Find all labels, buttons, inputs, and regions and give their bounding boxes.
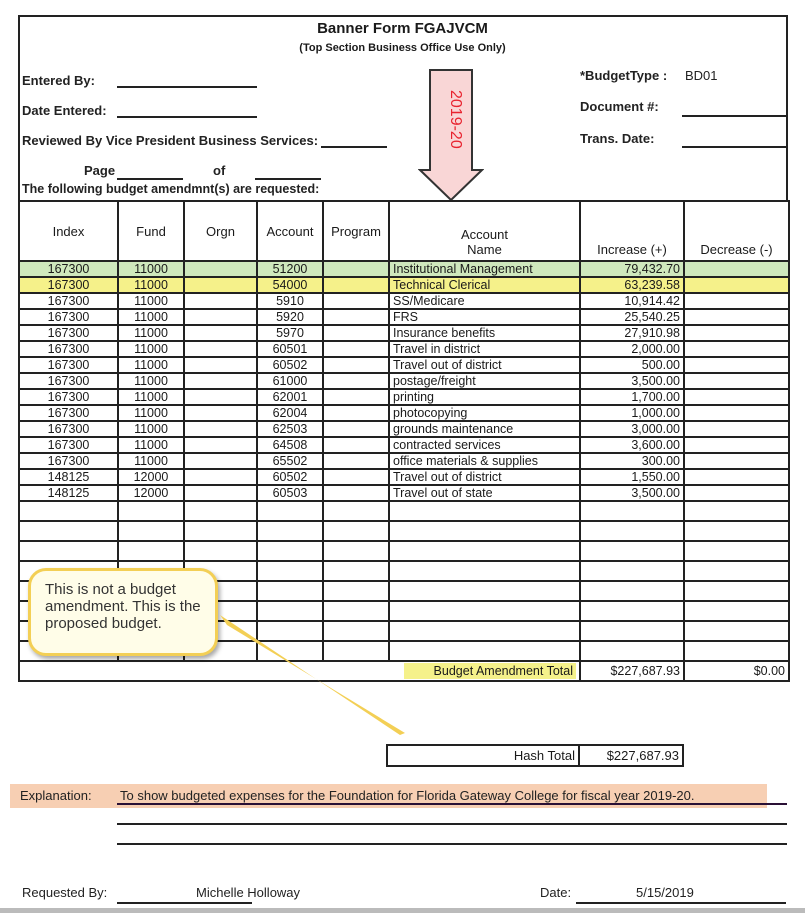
- cell-fund[interactable]: 11000: [118, 373, 184, 389]
- cell-orgn[interactable]: [184, 325, 257, 341]
- cell-name[interactable]: Insurance benefits: [389, 325, 580, 341]
- down-arrow-icon: [418, 68, 484, 202]
- header-increase: Increase (+): [580, 201, 684, 261]
- cell-orgn[interactable]: [184, 293, 257, 309]
- cell-decrease[interactable]: [684, 453, 789, 469]
- cell-increase[interactable]: 63,239.58: [580, 277, 684, 293]
- empty-cell-decrease[interactable]: [684, 561, 789, 581]
- requested-by-field[interactable]: [117, 902, 252, 904]
- budget-type-label: *BudgetType :: [580, 68, 668, 83]
- cell-program[interactable]: [323, 373, 389, 389]
- cell-index[interactable]: 167300: [19, 309, 118, 325]
- date-entered-field[interactable]: [117, 116, 257, 118]
- table-row: [19, 453, 789, 469]
- empty-cell-name[interactable]: [389, 601, 580, 621]
- cell-orgn[interactable]: [184, 277, 257, 293]
- cell-orgn[interactable]: [184, 261, 257, 277]
- table-row: [19, 357, 789, 373]
- cell-decrease[interactable]: [684, 357, 789, 373]
- cell-program[interactable]: [323, 261, 389, 277]
- cell-index[interactable]: 148125: [19, 469, 118, 485]
- budget-total-decrease: $0.00: [684, 661, 789, 681]
- empty-cell-increase[interactable]: [580, 621, 684, 641]
- date-field[interactable]: [576, 902, 786, 904]
- cell-name[interactable]: photocopying: [389, 405, 580, 421]
- cell-fund[interactable]: 11000: [118, 293, 184, 309]
- cell-fund[interactable]: 11000: [118, 341, 184, 357]
- cell-program[interactable]: [323, 277, 389, 293]
- cell-account[interactable]: 60503: [257, 485, 323, 501]
- cell-index[interactable]: 167300: [19, 293, 118, 309]
- table-row: [19, 341, 789, 357]
- cell-increase[interactable]: 1,000.00: [580, 405, 684, 421]
- cell-fund[interactable]: 11000: [118, 357, 184, 373]
- cell-account[interactable]: 54000: [257, 277, 323, 293]
- cell-name[interactable]: Travel out of state: [389, 485, 580, 501]
- cell-name[interactable]: office materials & supplies: [389, 453, 580, 469]
- cell-account[interactable]: 65502: [257, 453, 323, 469]
- header-account-name-line2: Name: [467, 242, 502, 257]
- cell-name[interactable]: Travel out of district: [389, 357, 580, 373]
- header-account: Account: [257, 201, 323, 261]
- table-row: [19, 437, 789, 453]
- empty-cell-increase[interactable]: [580, 601, 684, 621]
- cell-account[interactable]: 5970: [257, 325, 323, 341]
- cell-name[interactable]: contracted services: [389, 437, 580, 453]
- cell-account[interactable]: 61000: [257, 373, 323, 389]
- empty-cell-account[interactable]: [257, 541, 323, 561]
- empty-cell-increase[interactable]: [580, 581, 684, 601]
- empty-cell-account[interactable]: [257, 501, 323, 521]
- header-fund: Fund: [118, 201, 184, 261]
- cell-decrease[interactable]: [684, 389, 789, 405]
- cell-increase[interactable]: 1,700.00: [580, 389, 684, 405]
- cell-account[interactable]: 60501: [257, 341, 323, 357]
- bottom-scroll-area: [0, 908, 805, 913]
- empty-cell-orgn[interactable]: [184, 541, 257, 561]
- cell-decrease[interactable]: [684, 485, 789, 501]
- empty-cell-decrease[interactable]: [684, 581, 789, 601]
- explanation-text: To show budgeted expenses for the Foundation for Florida Gateway College for fiscal year 2019-20.: [120, 788, 695, 803]
- cell-program[interactable]: [323, 485, 389, 501]
- cell-orgn[interactable]: [184, 341, 257, 357]
- trans-date-field[interactable]: [682, 146, 787, 148]
- reviewed-by-field[interactable]: [321, 146, 387, 148]
- cell-index[interactable]: 148125: [19, 485, 118, 501]
- trans-date-label: Trans. Date:: [580, 131, 655, 146]
- empty-cell-program[interactable]: [323, 541, 389, 561]
- empty-cell-fund[interactable]: [118, 501, 184, 521]
- budget-total-label-text: Budget Amendment Total: [404, 663, 576, 679]
- cell-orgn[interactable]: [184, 309, 257, 325]
- cell-fund[interactable]: 12000: [118, 469, 184, 485]
- cell-decrease[interactable]: [684, 261, 789, 277]
- cell-decrease[interactable]: [684, 309, 789, 325]
- cell-index[interactable]: 167300: [19, 389, 118, 405]
- page-label: Page: [84, 163, 116, 178]
- cell-fund[interactable]: 11000: [118, 421, 184, 437]
- cell-increase[interactable]: 10,914.42: [580, 293, 684, 309]
- cell-decrease[interactable]: [684, 341, 789, 357]
- empty-cell-decrease[interactable]: [684, 541, 789, 561]
- cell-fund[interactable]: 11000: [118, 437, 184, 453]
- table-row: [19, 421, 789, 437]
- cell-orgn[interactable]: [184, 437, 257, 453]
- page-total-field[interactable]: [255, 178, 321, 180]
- header-decrease: Decrease (-): [684, 201, 789, 261]
- date-label: Date:: [540, 885, 572, 900]
- empty-cell-orgn[interactable]: [184, 521, 257, 541]
- cell-name[interactable]: printing: [389, 389, 580, 405]
- form-subtitle: (Top Section Business Office Use Only): [299, 42, 506, 54]
- empty-cell-program[interactable]: [323, 561, 389, 581]
- cell-account[interactable]: 62001: [257, 389, 323, 405]
- cell-account[interactable]: 64508: [257, 437, 323, 453]
- cell-index[interactable]: 167300: [19, 405, 118, 421]
- cell-program[interactable]: [323, 293, 389, 309]
- cell-decrease[interactable]: [684, 437, 789, 453]
- empty-cell-increase[interactable]: [580, 501, 684, 521]
- entered-by-field[interactable]: [117, 86, 257, 88]
- cell-fund[interactable]: 11000: [118, 453, 184, 469]
- empty-cell-decrease[interactable]: [684, 501, 789, 521]
- requested-by-label: Requested By:: [22, 885, 108, 900]
- table-row: [19, 325, 789, 341]
- page-field[interactable]: [117, 178, 183, 180]
- hash-total-table: [386, 744, 684, 767]
- cell-decrease[interactable]: [684, 293, 789, 309]
- cell-index[interactable]: 167300: [19, 341, 118, 357]
- reviewed-by-label: Reviewed By Vice President Business Services:: [22, 133, 319, 148]
- cell-name[interactable]: postage/freight: [389, 373, 580, 389]
- empty-cell-name[interactable]: [389, 581, 580, 601]
- table-row: [19, 309, 789, 325]
- budget-total-increase: $227,687.93: [580, 661, 684, 681]
- cell-fund[interactable]: 11000: [118, 261, 184, 277]
- budget-type-value: BD01: [685, 68, 718, 83]
- table-row: [19, 293, 789, 309]
- entered-by-label: Entered By:: [22, 73, 95, 88]
- cell-account[interactable]: 51200: [257, 261, 323, 277]
- cell-fund[interactable]: 11000: [118, 309, 184, 325]
- empty-cell-index[interactable]: [19, 521, 118, 541]
- cell-program[interactable]: [323, 389, 389, 405]
- date-entered-label: Date Entered:: [22, 103, 107, 118]
- cell-fund[interactable]: 11000: [118, 325, 184, 341]
- explanation-line-2[interactable]: [117, 823, 787, 825]
- cell-orgn[interactable]: [184, 453, 257, 469]
- cell-program[interactable]: [323, 325, 389, 341]
- cell-increase[interactable]: 300.00: [580, 453, 684, 469]
- cell-program[interactable]: [323, 453, 389, 469]
- cell-fund[interactable]: 12000: [118, 485, 184, 501]
- cell-index[interactable]: 167300: [19, 373, 118, 389]
- callout-pointer: [215, 615, 415, 740]
- cell-increase[interactable]: 1,550.00: [580, 469, 684, 485]
- request-line: The following budget amendmnt(s) are requested:: [22, 182, 320, 196]
- cell-program[interactable]: [323, 341, 389, 357]
- empty-cell-decrease[interactable]: [684, 641, 789, 661]
- table-row: [19, 277, 789, 293]
- cell-increase[interactable]: 79,432.70: [580, 261, 684, 277]
- header-orgn: Orgn: [184, 201, 257, 261]
- cell-increase[interactable]: 25,540.25: [580, 309, 684, 325]
- empty-cell-fund[interactable]: [118, 521, 184, 541]
- cell-index[interactable]: 167300: [19, 453, 118, 469]
- empty-table-row: [19, 521, 789, 541]
- cell-name[interactable]: Institutional Management: [389, 261, 580, 277]
- cell-decrease[interactable]: [684, 277, 789, 293]
- empty-cell-name[interactable]: [389, 501, 580, 521]
- empty-cell-index[interactable]: [19, 541, 118, 561]
- cell-index[interactable]: 167300: [19, 437, 118, 453]
- empty-cell-decrease[interactable]: [684, 521, 789, 541]
- cell-account[interactable]: 60502: [257, 357, 323, 373]
- hash-total-label: Hash Total: [387, 745, 579, 766]
- cell-increase[interactable]: 3,500.00: [580, 373, 684, 389]
- date-value: 5/15/2019: [636, 885, 694, 900]
- cell-program[interactable]: [323, 421, 389, 437]
- cell-decrease[interactable]: [684, 469, 789, 485]
- cell-orgn[interactable]: [184, 405, 257, 421]
- cell-increase[interactable]: 3,600.00: [580, 437, 684, 453]
- cell-orgn[interactable]: [184, 485, 257, 501]
- cell-decrease[interactable]: [684, 405, 789, 421]
- cell-program[interactable]: [323, 469, 389, 485]
- cell-index[interactable]: 167300: [19, 261, 118, 277]
- empty-cell-name[interactable]: [389, 521, 580, 541]
- cell-increase[interactable]: 3,500.00: [580, 485, 684, 501]
- requested-by-value: Michelle Holloway: [196, 885, 301, 900]
- document-number-field[interactable]: [682, 115, 787, 117]
- arrow-year-label: 2019-20: [447, 90, 464, 149]
- empty-cell-account[interactable]: [257, 521, 323, 541]
- cell-orgn[interactable]: [184, 469, 257, 485]
- cell-name[interactable]: Travel out of district: [389, 469, 580, 485]
- empty-cell-program[interactable]: [323, 581, 389, 601]
- empty-cell-fund[interactable]: [118, 541, 184, 561]
- cell-index[interactable]: 167300: [19, 421, 118, 437]
- cell-name[interactable]: FRS: [389, 309, 580, 325]
- header-account-name: [389, 201, 580, 261]
- cell-fund[interactable]: 11000: [118, 405, 184, 421]
- cell-increase[interactable]: 27,910.98: [580, 325, 684, 341]
- empty-table-row: [19, 501, 789, 521]
- empty-cell-name[interactable]: [389, 541, 580, 561]
- cell-name[interactable]: Travel in district: [389, 341, 580, 357]
- cell-index[interactable]: 167300: [19, 277, 118, 293]
- cell-account[interactable]: 5920: [257, 309, 323, 325]
- cell-index[interactable]: 167300: [19, 357, 118, 373]
- explanation-label: Explanation:: [20, 788, 92, 803]
- cell-name[interactable]: SS/Medicare: [389, 293, 580, 309]
- table-row: [19, 373, 789, 389]
- cell-program[interactable]: [323, 309, 389, 325]
- empty-cell-name[interactable]: [389, 561, 580, 581]
- cell-decrease[interactable]: [684, 325, 789, 341]
- header-index: Index: [19, 201, 118, 261]
- cell-decrease[interactable]: [684, 421, 789, 437]
- table-row: [19, 469, 789, 485]
- empty-table-row: [19, 541, 789, 561]
- cell-program[interactable]: [323, 405, 389, 421]
- cell-name[interactable]: Technical Clerical: [389, 277, 580, 293]
- empty-cell-index[interactable]: [19, 501, 118, 521]
- table-row: [19, 405, 789, 421]
- table-row: [19, 389, 789, 405]
- explanation-line-3[interactable]: [117, 843, 787, 845]
- empty-cell-decrease[interactable]: [684, 621, 789, 641]
- cell-increase[interactable]: 500.00: [580, 357, 684, 373]
- explanation-line-1[interactable]: [117, 803, 787, 805]
- cell-increase[interactable]: 3,000.00: [580, 421, 684, 437]
- empty-cell-account[interactable]: [257, 581, 323, 601]
- cell-index[interactable]: 167300: [19, 325, 118, 341]
- cell-program[interactable]: [323, 357, 389, 373]
- cell-orgn[interactable]: [184, 373, 257, 389]
- cell-account[interactable]: 62004: [257, 405, 323, 421]
- header-account-name-line1: Account: [461, 227, 508, 242]
- empty-cell-increase[interactable]: [580, 521, 684, 541]
- hash-total-value: $227,687.93: [579, 745, 683, 766]
- empty-cell-account[interactable]: [257, 561, 323, 581]
- cell-name[interactable]: grounds maintenance: [389, 421, 580, 437]
- table-header-row: [19, 201, 789, 261]
- empty-cell-increase[interactable]: [580, 561, 684, 581]
- cell-fund[interactable]: 11000: [118, 277, 184, 293]
- callout-note: This is not a budget amendment. This is the proposed budget.: [28, 568, 218, 656]
- empty-cell-increase[interactable]: [580, 641, 684, 661]
- cell-decrease[interactable]: [684, 373, 789, 389]
- empty-cell-decrease[interactable]: [684, 601, 789, 621]
- table-row: [19, 485, 789, 501]
- document-number-label: Document #:: [580, 99, 659, 114]
- cell-increase[interactable]: 2,000.00: [580, 341, 684, 357]
- cell-orgn[interactable]: [184, 357, 257, 373]
- cell-account[interactable]: 62503: [257, 421, 323, 437]
- empty-cell-name[interactable]: [389, 621, 580, 641]
- empty-cell-orgn[interactable]: [184, 501, 257, 521]
- cell-account[interactable]: 60502: [257, 469, 323, 485]
- table-row: [19, 261, 789, 277]
- empty-cell-program[interactable]: [323, 521, 389, 541]
- cell-account[interactable]: 5910: [257, 293, 323, 309]
- of-label: of: [213, 163, 226, 178]
- form-title: Banner Form FGAJVCM: [317, 20, 488, 37]
- cell-orgn[interactable]: [184, 389, 257, 405]
- cell-fund[interactable]: 11000: [118, 389, 184, 405]
- empty-cell-increase[interactable]: [580, 541, 684, 561]
- cell-orgn[interactable]: [184, 421, 257, 437]
- empty-cell-name[interactable]: [389, 641, 580, 661]
- empty-cell-program[interactable]: [323, 501, 389, 521]
- cell-program[interactable]: [323, 437, 389, 453]
- header-program: Program: [323, 201, 389, 261]
